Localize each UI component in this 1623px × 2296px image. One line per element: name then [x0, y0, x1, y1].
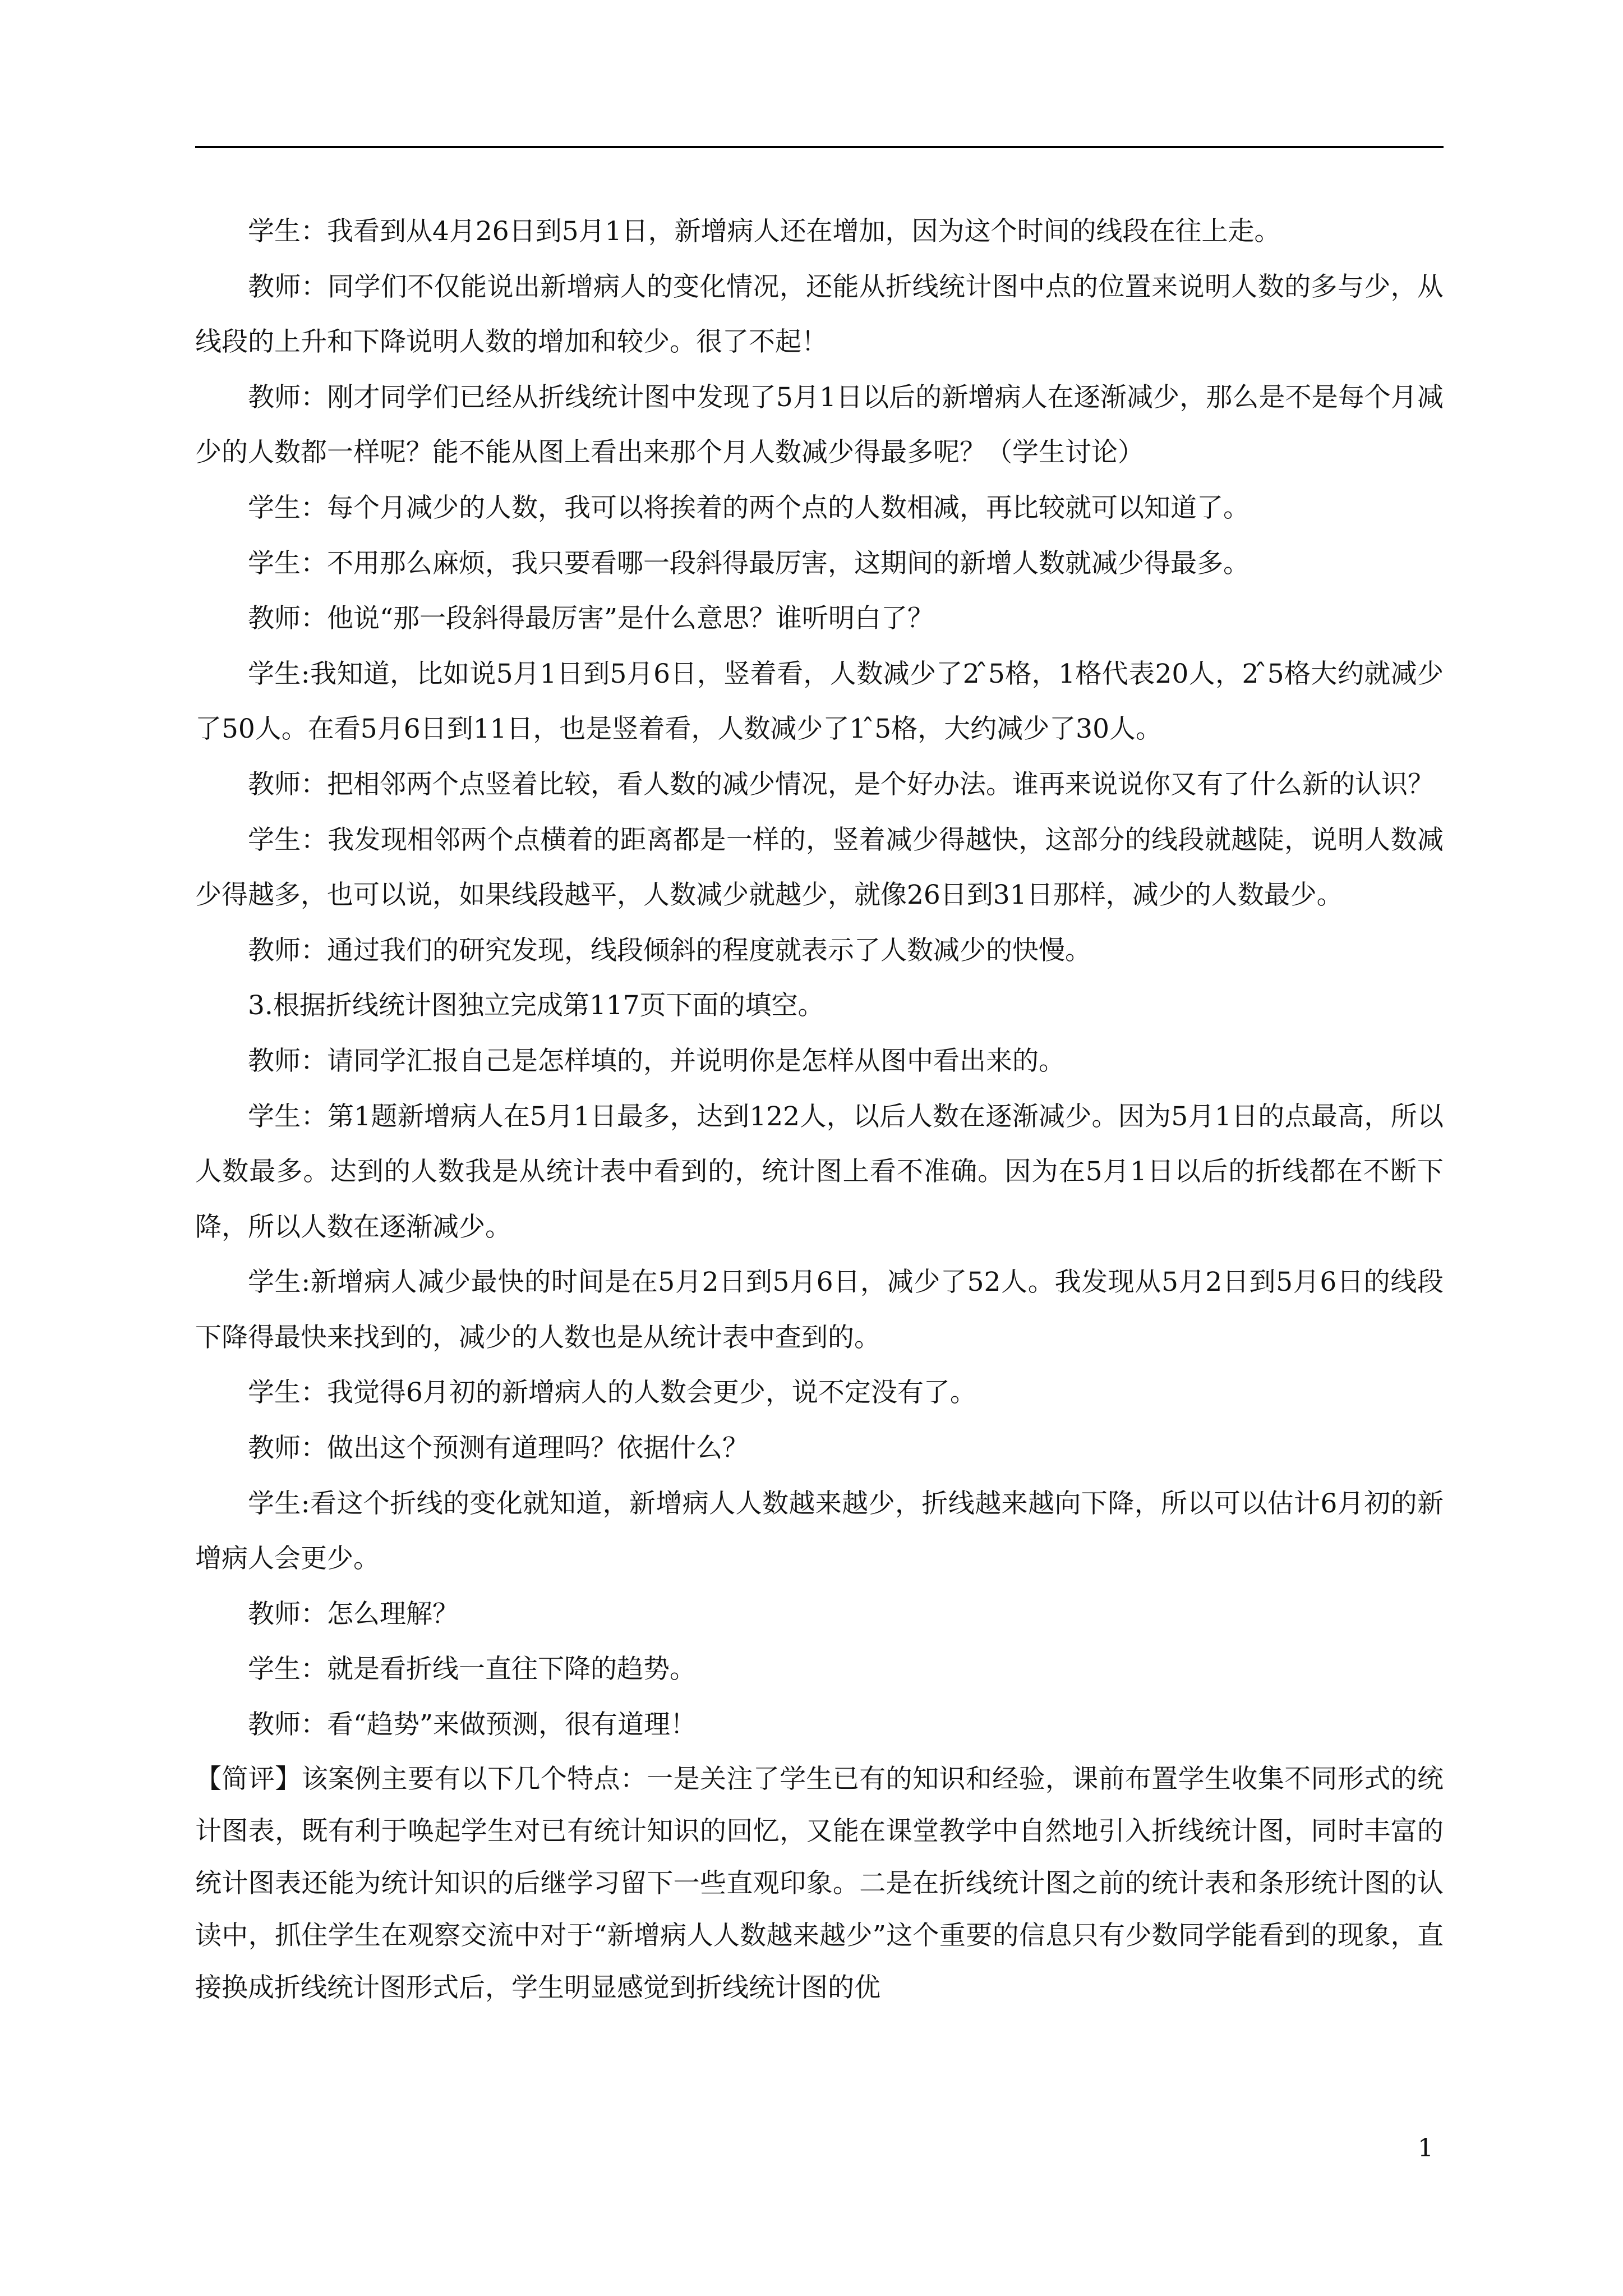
paragraph: 学生：我发现相邻两个点横着的距离都是一样的，竖着减少得越快，这部分的线段就越陡，说明人数减少得越多，也可以说，如果线段越平，人数减少就越少，就像26日到31日那样，减少的人数最少。 [195, 824, 1444, 911]
paragraph: 学生:新增病人减少最快的时间是在5月2日到5月6日，减少了52人。我发现从5月2日到5月6日的线段下降得最快来找到的，减少的人数也是从统计表中查到的。 [195, 1267, 1444, 1353]
paragraph: 教师：通过我们的研究发现，线段倾斜的程度就表示了人数减少的快慢。 [248, 935, 1091, 966]
document-body [195, 204, 1444, 2014]
page-number: 1 [1418, 2134, 1433, 2162]
paragraph: 学生:看这个折线的变化就知道，新增病人人数越来越少，折线越来越向下降，所以可以估计6月初的新增病人会更少。 [195, 1488, 1444, 1575]
paragraph: 学生：我觉得6月初的新增病人的人数会更少，说不定没有了。 [248, 1377, 976, 1409]
paragraph: 教师：怎么理解？ [248, 1598, 459, 1630]
paragraph: 教师：把相邻两个点竖着比较，看人数的减少情况，是个好办法。谁再来说说你又有了什么新的认识？ [248, 769, 1434, 800]
paragraph: 教师：做出这个预测有道理吗？依据什么？ [248, 1433, 749, 1464]
review-paragraph: 【简评】该案例主要有以下几个特点：一是关注了学生已有的知识和经验，课前布置学生收集不同形式的统计图表，既有利于唤起学生对已有统计知识的回忆，又能在课堂教学中自然地引入折线统计图，同时丰富的统计图表还能为统计知识的后继学习留下一些直观印象。二是在折线统计图之前的统计表和条形统计图的认读中，抓住学生在观察交流中对于“新增病人人数越来越少”这个重要的信息只有少数同学能看到的现象，直接换成折线统计图形式后，学生明显感觉到折线统计图的优 [195, 1763, 1444, 2003]
paragraph: 教师：他说“那一段斜得最厉害”是什么意思？谁听明白了？ [248, 603, 934, 634]
paragraph: 3.根据折线统计图独立完成第117页下面的填空。 [248, 990, 824, 1022]
paragraph: 教师：看“趋势”来做预测，很有道理！ [248, 1709, 697, 1741]
paragraph: 学生：不用那么麻烦，我只要看哪一段斜得最厉害，这期间的新增人数就减少得最多。 [248, 547, 1249, 579]
paragraph: 学生：每个月减少的人数，我可以将挨着的两个点的人数相减，再比较就可以知道了。 [248, 492, 1249, 523]
paragraph: 教师：请同学汇报自己是怎样填的，并说明你是怎样从图中看出来的。 [248, 1045, 1065, 1076]
header-rule [195, 146, 1444, 148]
paragraph: 学生：第1题新增病人在5月1日最多，达到122人，以后人数在逐渐减少。因为5月1日的点最高，所以人数最多。达到的人数我是从统计表中看到的，统计图上看不准确。因为在5月1日以后的折线都在不断下降，所以人数在逐渐减少。 [195, 1101, 1444, 1243]
paragraph: 教师：同学们不仅能说出新增病人的变化情况，还能从折线统计图中点的位置来说明人数的多与少，从线段的上升和下降说明人数的增加和较少。很了不起！ [195, 271, 1444, 358]
paragraph: 学生：我看到从4月26日到5月1日，新增病人还在增加，因为这个时间的线段在往上走。 [248, 216, 1281, 247]
paragraph: 教师：刚才同学们已经从折线统计图中发现了5月1日以后的新增病人在逐渐减少，那么是不是每个月减少的人数都一样呢？能不能从图上看出来那个月人数减少得最多呢？（学生讨论） [195, 381, 1444, 468]
paragraph: 学生：就是看折线一直往下降的趋势。 [248, 1654, 696, 1685]
paragraph: 学生:我知道，比如说5月1日到5月6日，竖着看，人数减少了2 ̂5格，1格代表20人，2 ̂5格大约就减少了50人。在看5月6日到11日，也是竖着看，人数减少了1 ̂5格，大约减少了30人。 [195, 658, 1444, 745]
